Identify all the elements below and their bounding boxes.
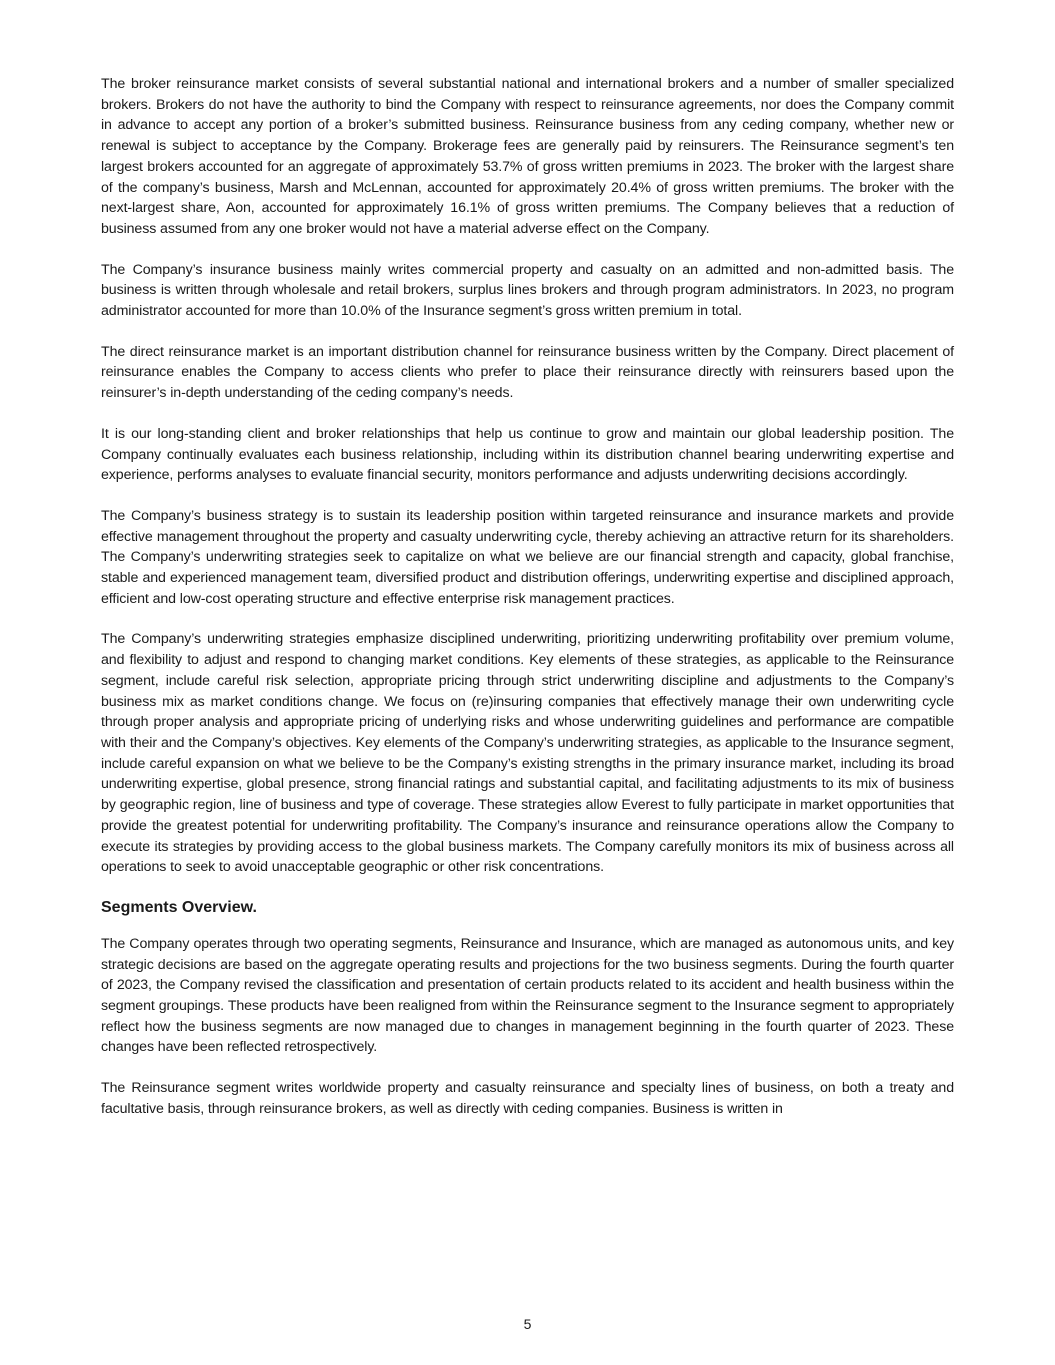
paragraph-business-strategy: The Company’s business strategy is to sustain its leadership position within targeted reinsurance and insurance markets and provide effective management throughout the property and casualty underwriting cycle, thereby achieving an attractive return for its shareholders. The Company’s underwriting strategies seek to capitalize on what we believe are our financial strength and capacity, global franchise, stable and experienced management team, diversified product and distribution offerings, underwriting expertise and disciplined approach, efficient and low-cost operating structure and effective enterprise risk management practices. [101,507,954,607]
paragraph-direct-reinsurance-market: The direct reinsurance market is an important distribution channel for reinsurance business written by the Company. Direct placement of reinsurance enables the Company to access clients who prefer to place their reinsurance directly with reinsurers based upon the reinsurer’s in-depth understanding of the ceding company’s needs. [101,343,954,402]
paragraph-broker-reinsurance-market: The broker reinsurance market consists of several substantial national and international brokers and a number of smaller specialized brokers. Brokers do not have the authority to bind the Company with respect to reinsurance agreements, nor does the Company commit in advance to accept any portion of a broker’s submitted business. Reinsurance business from any ceding company, whether new or renewal is subject to acceptance by the Company. Brokerage fees are generally paid by reinsurers. The Reinsurance segment’s ten largest brokers accounted for an aggregate of approximately 53.7% of gross written premiums in 2023. The broker with the largest share of the company’s business, Marsh and McLennan, accounted for approximately 20.4% of gross written premiums. The broker with the next-largest share, Aon, accounted for approximately 16.1% of gross written premiums. The Company believes that a reduction of business assumed from any one broker would not have a material adverse effect on the Company. [101,76,954,237]
segments-overview-heading: Segments Overview. [101,898,257,916]
paragraph-client-broker-relationships: It is our long-standing client and broker relationships that help us continue to grow and maintain our global leadership position. The Company continually evaluates each business relationship, including within its distribution channel bearing underwriting expertise and experience, performs analyses to evaluate financial security, monitors performance and adjusts underwriting decisions accordingly. [101,425,954,484]
paragraph-reinsurance-segment: The Reinsurance segment writes worldwide property and casualty reinsurance and specialty lines of business, on both a treaty and facultative basis, through reinsurance brokers, as well as directly with ceding companies. Business is written in [101,1080,954,1117]
page-number: 5 [523,1316,532,1332]
paragraph-operating-segments: The Company operates through two operating segments, Reinsurance and Insurance, which are managed as autonomous units, and key strategic decisions are based on the aggregate operating results and projections for the two business segments. During the fourth quarter of 2023, the Company revised the classification and presentation of certain products related to its accident and health business within the segment groupings. These products have been realigned from within the Reinsurance segment to the Insurance segment to appropriately reflect how the business segments are now managed due to changes in management beginning in the fourth quarter of 2023. These changes have been reflected retrospectively. [101,935,954,1056]
document-body [101,74,954,1140]
paragraph-underwriting-strategies: The Company’s underwriting strategies emphasize disciplined underwriting, prioritizing underwriting profitability over premium volume, and flexibility to adjust and respond to changing market conditions. Key elements of these strategies, as applicable to the Reinsurance segment, include careful risk selection, appropriate pricing through strict underwriting discipline and adjustments to the Company’s business mix as market conditions change. We focus on (re)insuring companies that effectively manage their own underwriting cycle through proper analysis and appropriate pricing of underlying risks and whose underwriting guidelines and performance are compatible with their and the Company’s objectives. Key elements of the Company’s underwriting strategies, as applicable to the Insurance segment, include careful expansion on what we believe to be the Company’s existing strengths in the primary insurance market, including its broad underwriting expertise, global presence, strong financial ratings and substantial capital, and facilitating adjustments to its mix of business by geographic region, line of business and type of coverage. These strategies allow Everest to fully participate in market opportunities that provide the greatest potential for underwriting profitability. The Company’s insurance and reinsurance operations allow the Company to execute its strategies by providing access to the global business markets. The Company carefully monitors its mix of business across all operations to seek to avoid unacceptable geographic or other risk concentrations. [101,631,954,876]
paragraph-insurance-business: The Company’s insurance business mainly writes commercial property and casualty on an admitted and non-admitted basis. The business is written through wholesale and retail brokers, surplus lines brokers and through program administrators. In 2023, no program administrator accounted for more than 10.0% of the Insurance segment’s gross written premium in total. [101,261,954,320]
